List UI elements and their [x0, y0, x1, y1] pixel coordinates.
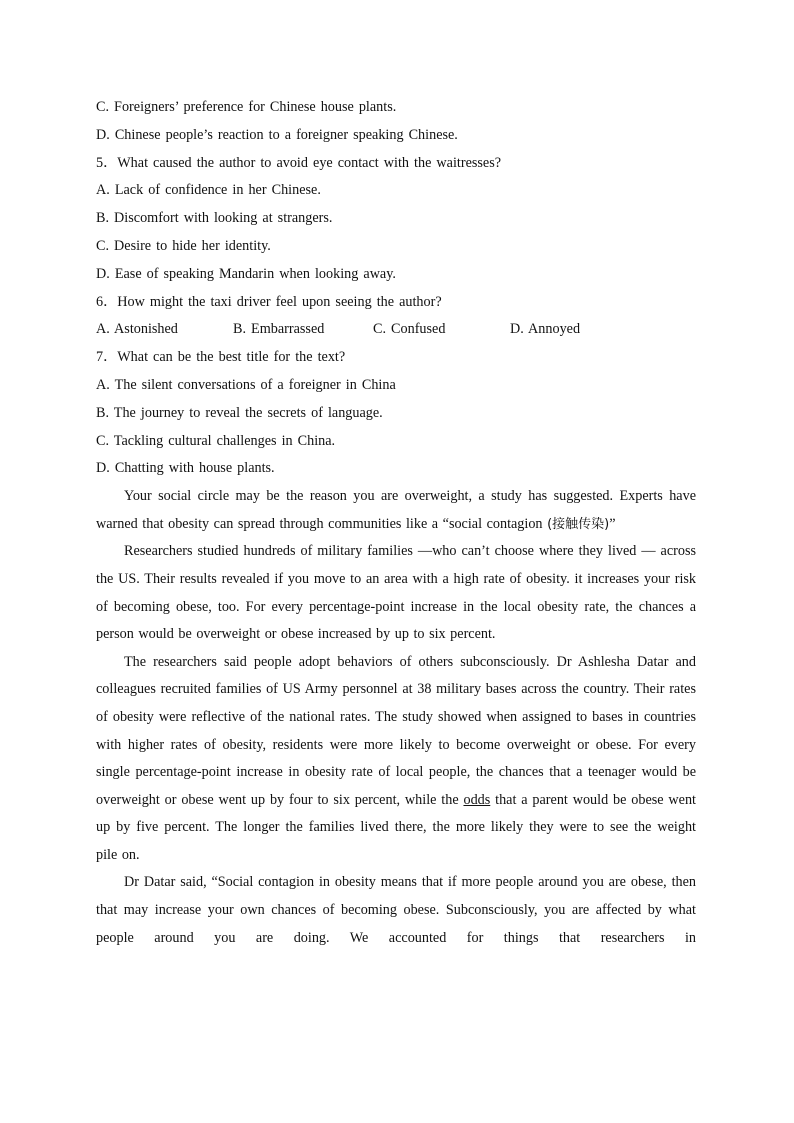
underlined-word-odds: odds — [463, 791, 491, 808]
passage-paragraph-4: Dr Datar said, “Social contagion in obesity means that if more people around you are obese, then that may increase your own chances of becoming obese. Subconsciously, you are affected by what people around you are doing. We accounted for things that researchers in — [96, 874, 696, 946]
q7-option-c: C. Tackling cultural challenges in China. — [96, 432, 336, 449]
q7-option-b: B. The journey to reveal the secrets of language. — [96, 404, 383, 421]
q5-option-d: D. Ease of speaking Mandarin when looking away. — [96, 265, 396, 282]
q7-option-d: D. Chatting with house plants. — [96, 460, 275, 477]
q7-stem: 7．What can be the best title for the text? — [96, 349, 346, 366]
passage-paragraph-1: Your social circle may be the reason you are overweight, a study has suggested. Experts have warned that obesity can spread through communities like a “social contagion (接触传染)” — [96, 488, 696, 532]
q5-option-a: A. Lack of confidence in her Chinese. — [96, 182, 321, 199]
q6-option-d: D. Annoyed — [510, 321, 581, 338]
q5-stem: 5．What caused the author to avoid eye contact with the waitresses? — [96, 154, 502, 171]
q6-option-a: A. Astonished — [96, 321, 178, 338]
document-page — [96, 94, 696, 952]
q5-option-b: B. Discomfort with looking at strangers. — [96, 210, 333, 227]
q6-option-b: B. Embarrassed — [233, 321, 325, 338]
passage-paragraph-2: Researchers studied hundreds of military families —who can’t choose where they lived — across the US. Their results revealed if you move to an area with a high rate of obesity. it increases your risk of becoming obese, too. For every percentage-point increase in the local obesity rate, the chances a person would be overweight or obese increased by up to six percent. — [96, 543, 696, 643]
passage-paragraph-3: The researchers said people adopt behaviors of others subconsciously. Dr Ashlesha Datar and colleagues recruited families of US Army personnel at 38 military bases across the country. Their rates of obesity were reflective of the national rates. The study showed when assigned to bases in countries with higher rates of obesity, residents were more likely to become overweight or obese. For every single percentage-point increase in obesity rate of local people, the chances that a teenager would be overweight or obese went up by four to six percent, while the odds that a parent would be obese went up by five percent. The longer the families lived there, the more likely they were to see the weight pile on. — [96, 653, 696, 863]
q6-option-c: C. Confused — [373, 321, 446, 338]
q5-option-c: C. Desire to hide her identity. — [96, 237, 271, 254]
q7-option-a: A. The silent conversations of a foreigner in China — [96, 376, 396, 393]
q4-option-c: C. Foreigners’ preference for Chinese house plants. — [96, 99, 397, 115]
q4-option-d: D. Chinese people’s reaction to a foreigner speaking Chinese. — [96, 126, 458, 143]
q6-stem: 6．How might the taxi driver feel upon seeing the author? — [96, 293, 442, 310]
chinese-gloss: (接触传染) — [547, 516, 610, 532]
q6-options — [96, 316, 696, 344]
